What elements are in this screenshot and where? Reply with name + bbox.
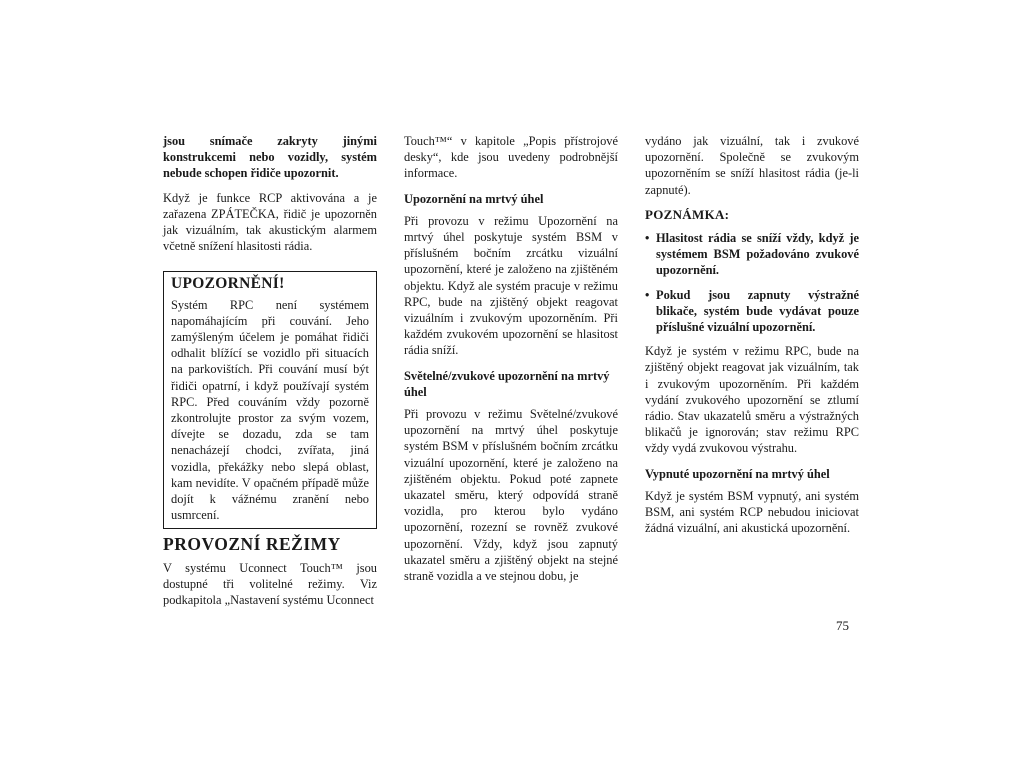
note-item [645,287,859,336]
column-middle [404,133,618,584]
rcp-paragraph: Když je funkce RCP aktivována a je zařazena ZPÁTEČKA, řidič je upozorněn jak vizuálním, tak akustickým alarmem včetně snížení hlasitosti rádia. [163,190,377,254]
page-number: 75 [836,618,849,633]
warning-text: Systém RPC není systémem napomáhajícím při couvání. Jeho zamýšleným účelem je pomáhat řidiči odhalit blížící se vozidlo při situacích na parkovištích. Při couvání musí být řidiči opatrní, i když používají systém RPC. Před couváním vždy pozorně zkontrolujte prostor za svým vozem, dívejte se dozadu, zda se tam nenacházejí chodci, zvířata, jiná vozidla, překážky nebo slepá oblast, kam nevidíte. V opačném případě může dojít k vážnému zranění nebo usmrcení. [171,297,369,523]
subheading-blind-spot-warning: Upozornění na mrtvý úhel [404,191,544,206]
warning-box [163,271,377,529]
bullet-icon: • [645,287,650,302]
note-list [645,230,859,335]
note-item-text: Pokud jsou zapnuty výstražné blikače, systém bude vydávat pouze příslušné vizuální upozornění. [656,287,859,335]
continued-text: vydáno jak vizuální, tak i zvukové upozornění. Společně se zvukovým upozorněním se sníží hlasitost rádia (je-li zapnuté). [645,134,859,197]
note-title: POZNÁMKA: [645,206,730,222]
light-sound-warning-text: Při provozu v režimu Světelné/zvukové upozornění na mrtvý úhel poskytuje systém BSM v příslušném bočním zrcátku vizuální upozornění, které je založeno na zjištěném objektu. Pokud poté zapnete ukazatel směru, který odpovídá straně vozidla, pro kterou bylo vydáno upozornění, rozezní se rovněž zvukové upozornění. Vždy, když jsou zapnutý ukazatel směru a zjištěný objekt na stejné straně vozidla a ve stejnou dobu, je [404,407,618,584]
column-left [163,133,377,608]
subheading-light-sound-warning: Světelné/zvukové upozornění na mrtvý úhel [404,368,610,399]
continued-text: Touch™“ v kapitole „Popis přístrojové desky“, kde jsou uvedeny podrobnější informace. [404,134,618,181]
bullet-icon: • [645,231,650,246]
column-right [645,133,859,536]
note-item-text: Hlasitost rádia se sníží vždy, když je systémem BSM požadováno zvukové upozornění. [656,231,859,278]
section-title-operating-modes: PROVOZNÍ REŽIMY [163,534,341,555]
blind-spot-warning-text: Při provozu v režimu Upozornění na mrtvý úhel poskytuje systém BSM v příslušném bočním zrcátku vizuální upozornění, které je založeno na zjištěném objektu. Když ale systém pracuje v režimu RPC, bude na zjištěný objekt reagovat vizuálním i zvukovým upozorněním. Při každém zvukovém upozornění se hlasitost rádia sníží. [404,213,618,358]
operating-modes-text: V systému Uconnect Touch™ jsou dostupné tři volitelné režimy. Viz podkapitola „Nastavení systému Uconnect [163,560,377,608]
blind-spot-off-text: Když je systém BSM vypnutý, ani systém BSM, ani systém RCP nebudou iniciovat žádná vizuální, ani akustická upozornění. [645,488,859,536]
warning-title: UPOZORNĚNÍ! [171,275,285,293]
subheading-blind-spot-off: Vypnuté upozornění na mrtvý úhel [645,466,830,481]
intro-bold-text: jsou snímače zakryty jinými konstrukcemi nebo vozidly, systém nebude schopen řidiče upozornit. [163,134,377,181]
note-item [645,230,859,279]
rpc-mode-text: Když je systém v režimu RPC, bude na zjištěný objekt reagovat jak vizuálním, tak i zvukovým upozorněním. Při každém vydání zvukového upozornění se ztlumí rádio. Stav ukazatelů směru a výstražných blikačů je ignorován; stav režimu RPC vždy vydá zvukovou výstrahu. [645,344,859,456]
